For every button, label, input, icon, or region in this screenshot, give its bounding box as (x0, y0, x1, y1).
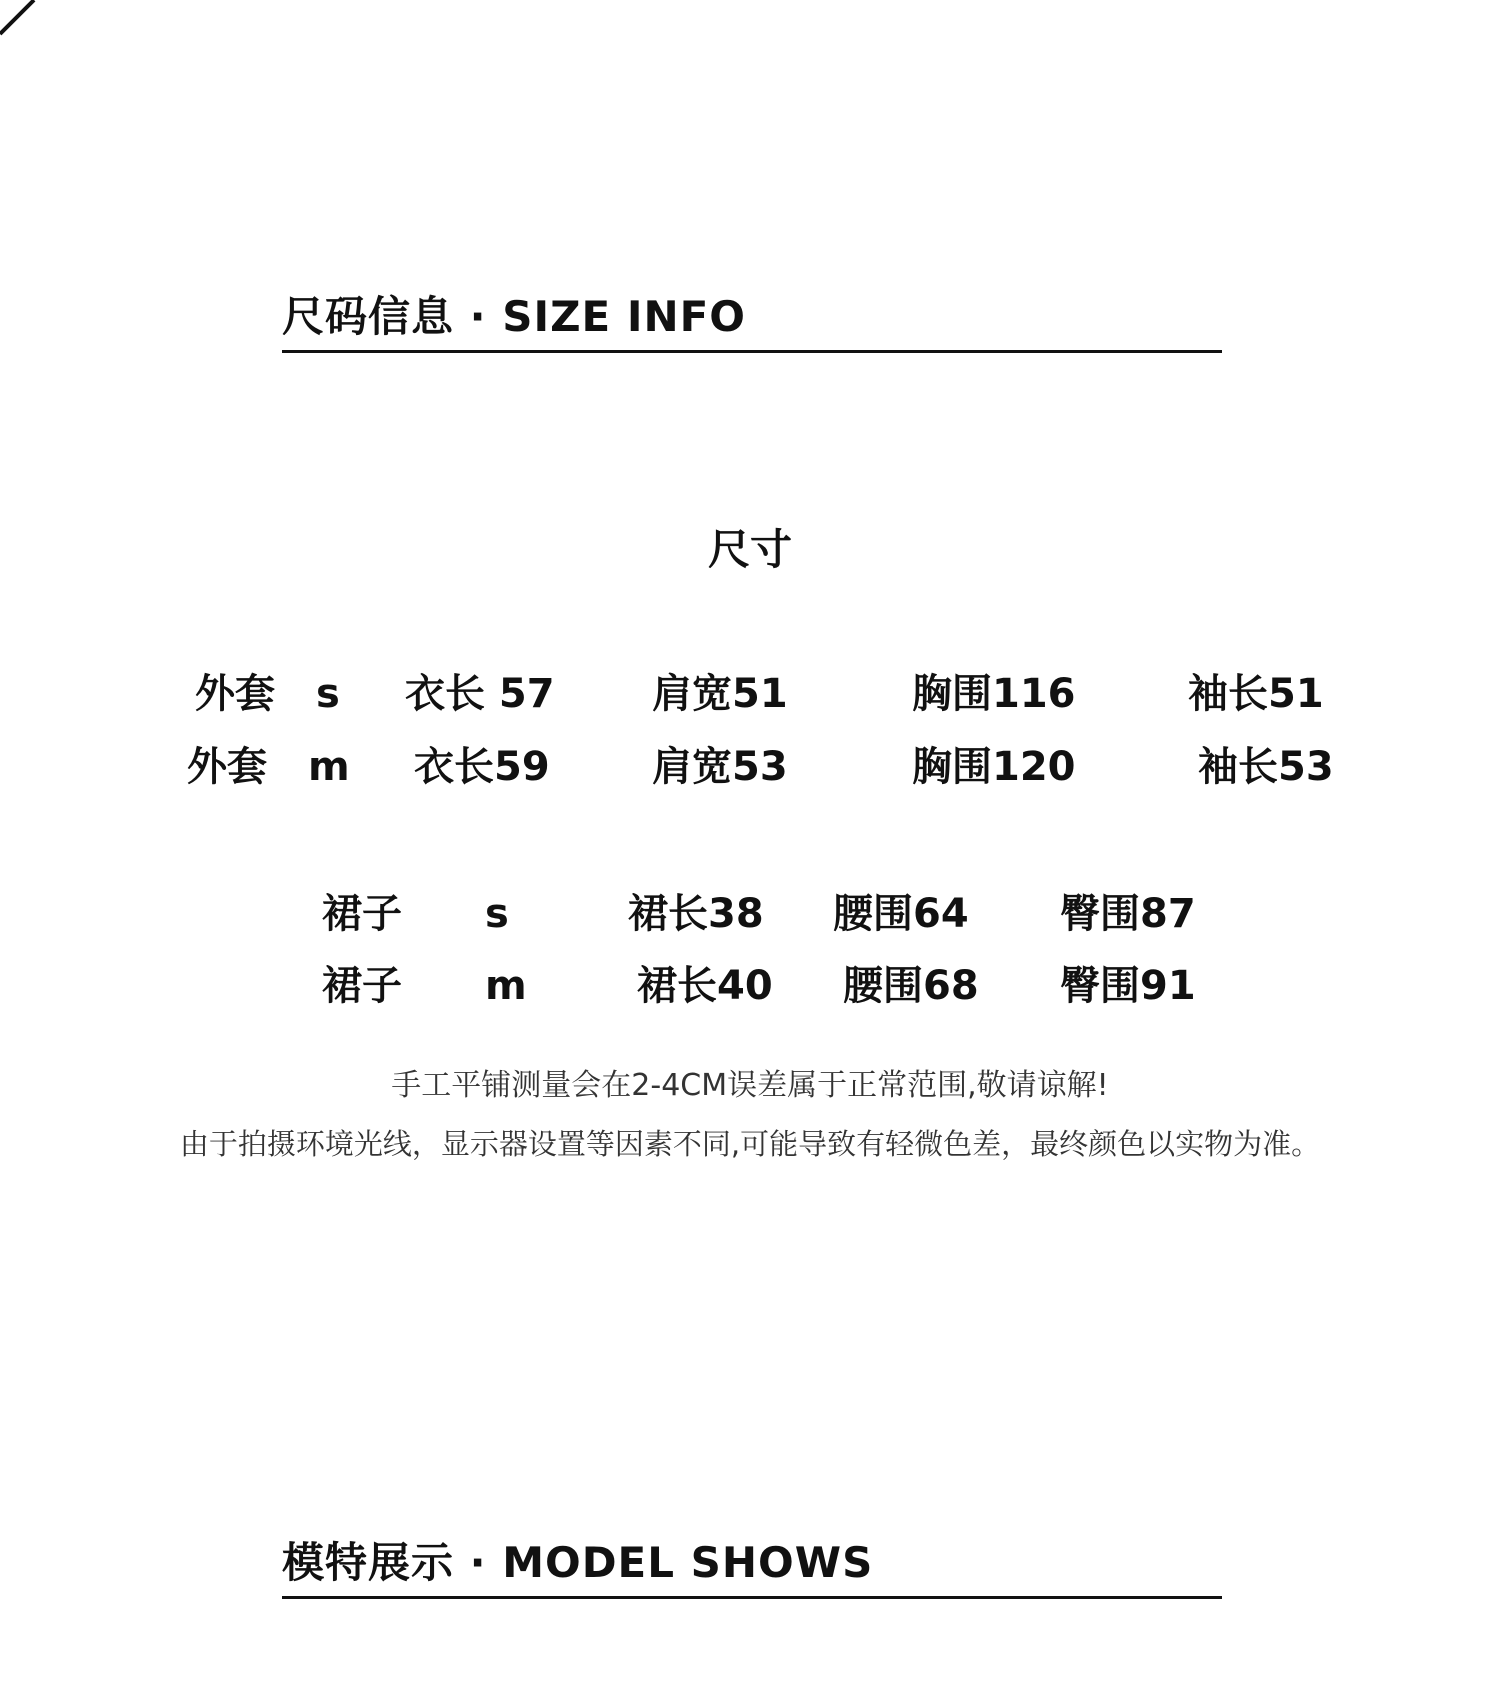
jacket-m-length: 衣长59 (414, 744, 550, 790)
jacket-s-length: 衣长 57 (405, 671, 555, 717)
skirt-s-size: s (485, 891, 509, 937)
jacket-m-sleeve: 袖长53 (1198, 744, 1334, 790)
skirt-s-hip: 臀围87 (1060, 891, 1196, 937)
jacket-s-item: 外套 (195, 671, 275, 717)
jacket-s-sleeve: 袖长51 (1188, 671, 1324, 717)
skirt-m-size: m (485, 963, 527, 1009)
jacket-m-item: 外套 (187, 744, 267, 790)
skirt-m-hip: 臀围91 (1060, 963, 1196, 1009)
skirt-s-waist: 腰围64 (833, 891, 969, 937)
jacket-s-shoulder: 肩宽51 (652, 671, 788, 717)
measurement-note: 手工平铺测量会在2-4CM误差属于正常范围,敬请谅解! (391, 1068, 1109, 1103)
size-info-heading-text: 尺码信息 · SIZE INFO (282, 292, 747, 341)
jacket-m-shoulder: 肩宽53 (652, 744, 788, 790)
jacket-s-chest: 胸围116 (912, 671, 1076, 717)
corner-decoration-line (0, 0, 60, 40)
jacket-m-chest: 胸围120 (912, 744, 1076, 790)
jacket-s-size: s (316, 671, 340, 717)
skirt-s-length: 裙长38 (628, 891, 764, 937)
color-disclaimer-note: 由于拍摄环境光线，显示器设置等因素不同,可能导致有轻微色差，最终颜色以实物为准。 (179, 1127, 1321, 1161)
skirt-m-waist: 腰围68 (843, 963, 979, 1009)
skirt-m-length: 裙长40 (637, 963, 773, 1009)
size-info-heading (282, 294, 1222, 353)
model-shows-heading (282, 1540, 1222, 1599)
jacket-m-size: m (308, 744, 350, 790)
skirt-s-item: 裙子 (322, 891, 402, 937)
size-table-title: 尺寸 (707, 525, 792, 574)
model-shows-heading-text: 模特展示 · MODEL SHOWS (282, 1538, 874, 1587)
skirt-m-item: 裙子 (322, 963, 402, 1009)
